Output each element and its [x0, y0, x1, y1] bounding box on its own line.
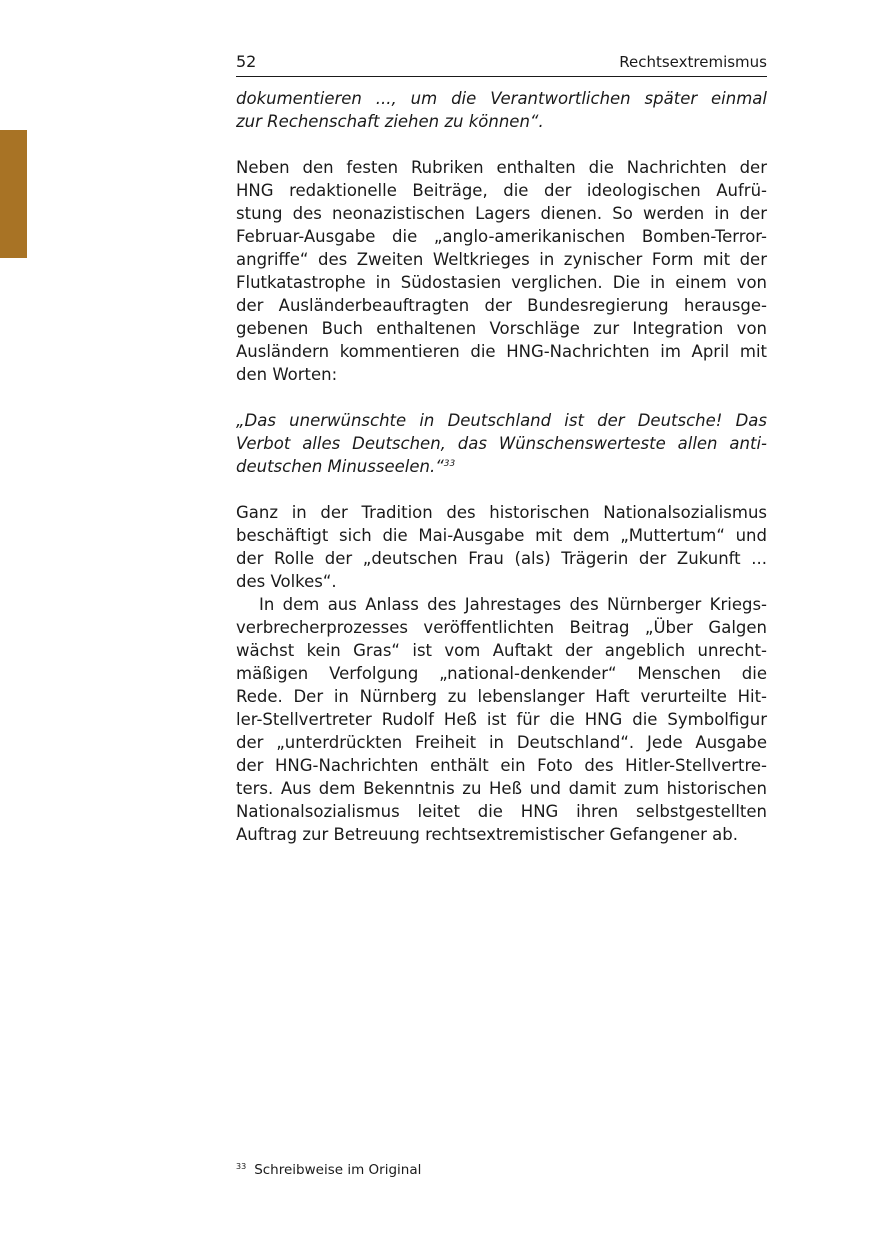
text-line: des Volkes“. [236, 572, 337, 591]
text-line: der „unterdrückten Freiheit in Deutschland“. Jede Ausgabe [236, 733, 767, 752]
text-line: angriffe“ des Zweiten Weltkrieges in zynischer Form mit der [236, 250, 767, 269]
paragraph-gap [236, 133, 767, 156]
running-title: Rechtsextremismus [619, 53, 767, 71]
text-line: mäßigen Verfolgung „national-denkender“ Menschen die [236, 664, 767, 683]
text-line: Nationalsozialismus leitet die HNG ihren selbstgestellten [236, 802, 767, 821]
footnote-text: Schreibweise im Original [254, 1162, 422, 1178]
text-line: ler-Stellvertreter Rudolf Heß ist für die HNG die Symbolfigur [236, 710, 767, 729]
quote-end-text: deutschen Minusseelen.“ [236, 457, 444, 476]
text-line: Ausländern kommentieren die HNG-Nachrichten im April mit [236, 342, 767, 361]
text-line: dokumentieren ..., um die Verantwortlichen später einmal [236, 89, 767, 108]
text-line: der HNG-Nachrichten enthält ein Foto des Hitler-Stellvertre- [236, 756, 767, 775]
page-number: 52 [236, 52, 257, 71]
text-line: HNG redaktionelle Beiträge, die der ideologischen Aufrü- [236, 181, 767, 200]
text-line: „Das unerwünschte in Deutschland ist der Deutsche! Das [236, 411, 767, 430]
text-line: Auftrag zur Betreuung rechtsextremistischer Gefangener ab. [236, 825, 738, 844]
text-line: beschäftigt sich die Mai-Ausgabe mit dem „Muttertum“ und [236, 526, 767, 545]
text-line: gebenen Buch enthaltenen Vorschläge zur Integration von [236, 319, 767, 338]
text-line: zur Rechenschaft ziehen zu können“. [236, 112, 544, 131]
chapter-side-tab [0, 130, 27, 258]
text-line: Ganz in der Tradition des historischen Nationalsozialismus [236, 503, 767, 522]
text-line: Verbot alles Deutschen, das Wünschenswerteste allen anti- [236, 434, 767, 453]
paragraph-may-issue [236, 501, 767, 593]
text-line: stung des neonazistischen Lagers dienen. So werden in der [236, 204, 767, 223]
text-line: Flutkatastrophe in Südostasien verglichen. Die in einem von [236, 273, 767, 292]
paragraph-nuremberg-article [236, 593, 767, 846]
text-line: den Worten: [236, 365, 338, 384]
paragraph-editorial-contributions [236, 156, 767, 386]
page-header [236, 52, 767, 77]
text-line: ters. Aus dem Bekenntnis zu Heß und damit zum historischen [236, 779, 767, 798]
text-line: wächst kein Gras“ ist vom Auftakt der angeblich unrecht- [236, 641, 767, 660]
footnote [236, 1161, 421, 1179]
footnote-reference[interactable]: 33 [443, 459, 456, 469]
paragraph-block-quote [236, 409, 767, 478]
paragraph-gap [236, 386, 767, 409]
text-line: der Rolle der „deutschen Frau (als) Trägerin der Zukunft ... [236, 549, 767, 568]
text-line: der Ausländerbeauftragten der Bundesregierung herausge- [236, 296, 767, 315]
text-line: In dem aus Anlass des Jahrestages des Nürnberger Kriegs- [259, 595, 767, 614]
text-line: Neben den festen Rubriken enthalten die Nachrichten der [236, 158, 767, 177]
paragraph-quote-continuation [236, 87, 767, 133]
paragraph-gap [236, 478, 767, 501]
footnote-number: 33 [236, 1162, 247, 1171]
text-line: Februar-Ausgabe die „anglo-amerikanischen Bomben-Terror- [236, 227, 767, 246]
text-line: verbrecherprozesses veröffentlichten Beitrag „Über Galgen [236, 618, 767, 637]
text-line: Rede. Der in Nürnberg zu lebenslanger Haft verurteilte Hit- [236, 687, 767, 706]
text-line [236, 455, 767, 478]
body-text [236, 87, 767, 846]
